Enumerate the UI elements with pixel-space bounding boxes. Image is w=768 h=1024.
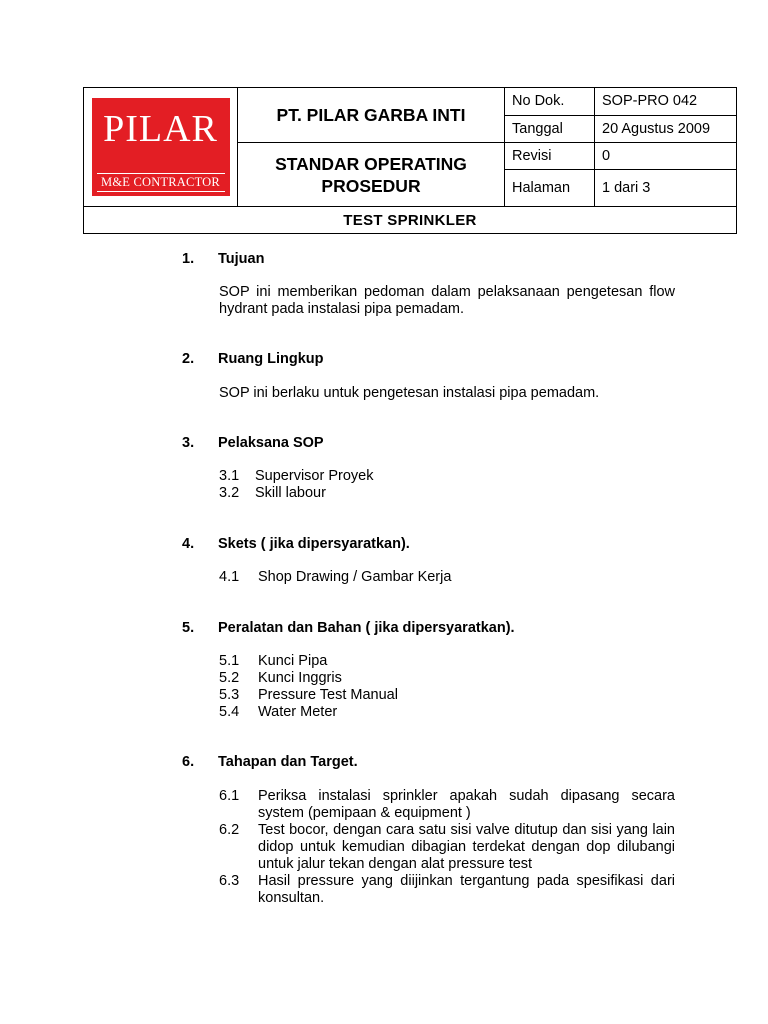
item-number: 5.1: [219, 653, 240, 669]
item-text: Hasil pressure yang diijinkan tergantung pada spesifikasi dari konsultan.: [258, 873, 675, 906]
logo-cell: [84, 88, 238, 207]
meta-value-halaman: 1 dari 3: [595, 170, 737, 207]
item-text: Kunci Pipa: [258, 653, 328, 669]
meta-label-halaman: Halaman: [505, 170, 595, 207]
meta-label-tanggal: Tanggal: [505, 115, 595, 143]
item-text: Pressure Test Manual: [258, 687, 398, 703]
section-title: [182, 251, 264, 268]
item-number: 3.2: [219, 485, 240, 501]
item-text: Skill labour: [255, 485, 326, 501]
meta-label-revisi: Revisi: [505, 143, 595, 170]
section-paragraph: SOP ini berlaku untuk pengetesan instalasi pipa pemadam.: [219, 385, 600, 401]
section-title: [182, 536, 410, 553]
item-text: Periksa instalasi sprinkler apakah sudah dipasang secara system (pemipaan & equipment ): [258, 788, 675, 821]
section-heading: Skets ( jika dipersyaratkan).: [218, 536, 410, 552]
document-subject: TEST SPRINKLER: [84, 207, 737, 234]
list-item: [219, 670, 675, 687]
meta-value-no-dok: SOP-PRO 042: [595, 88, 737, 116]
section-title: [182, 351, 324, 368]
section-heading: Tujuan: [218, 251, 265, 267]
item-text: Supervisor Proyek: [255, 468, 374, 484]
item-number: 5.4: [219, 704, 240, 720]
list-item: [219, 653, 675, 670]
list-item: [219, 468, 675, 485]
item-number: 6.1: [219, 788, 240, 804]
list-item: [219, 873, 675, 907]
section-number: 4.: [182, 536, 195, 552]
section-title: [182, 754, 358, 771]
item-number: 6.3: [219, 873, 240, 889]
logo-name: PILAR: [103, 108, 218, 150]
list-item: [219, 485, 675, 502]
item-number: 6.2: [219, 822, 240, 838]
document-header: [83, 87, 737, 234]
list-item: [219, 687, 675, 704]
meta-value-tanggal: 20 Agustus 2009: [595, 115, 737, 143]
section-number: 5.: [182, 620, 195, 636]
section-number: 6.: [182, 754, 195, 770]
list-item: [219, 704, 675, 721]
meta-value-revisi: 0: [595, 143, 737, 170]
section-number: 3.: [182, 435, 195, 451]
list-item: [219, 822, 675, 873]
section-heading: Ruang Lingkup: [218, 351, 324, 367]
list-item: [219, 569, 675, 586]
list-item: [219, 788, 675, 822]
item-text: Water Meter: [258, 704, 338, 720]
item-text: Kunci Inggris: [258, 670, 342, 686]
section-title: [182, 435, 324, 452]
section-heading: Peralatan dan Bahan ( jika dipersyaratkan).: [218, 620, 515, 636]
section-heading: Pelaksana SOP: [218, 435, 324, 451]
section-heading: Tahapan dan Target.: [218, 754, 358, 770]
section-number: 1.: [182, 251, 195, 267]
pilar-logo: [92, 98, 230, 196]
section-paragraph: SOP ini memberikan pedoman dalam pelaksanaan pengetesan flow hydrant pada instalasi pipa pemadam.: [219, 284, 675, 317]
item-text: Shop Drawing / Gambar Kerja: [258, 569, 452, 585]
item-number: 5.3: [219, 687, 240, 703]
item-number: 4.1: [219, 569, 240, 585]
section-title: [182, 620, 515, 637]
document-title: STANDAR OPERATING PROSEDUR: [238, 143, 505, 207]
item-text: Test bocor, dengan cara satu sisi valve ditutup dan sisi yang lain didop untuk kemudian dibagian terdekat dengan dop dilubangi untuk jalur tekan dengan alat pressure test: [258, 822, 675, 872]
item-number: 3.1: [219, 468, 240, 484]
section-number: 2.: [182, 351, 195, 367]
logo-tagline: M&E CONTRACTOR: [97, 173, 225, 192]
item-number: 5.2: [219, 670, 240, 686]
meta-label-no-dok: No Dok.: [505, 88, 595, 116]
company-name: PT. PILAR GARBA INTI: [238, 88, 505, 143]
